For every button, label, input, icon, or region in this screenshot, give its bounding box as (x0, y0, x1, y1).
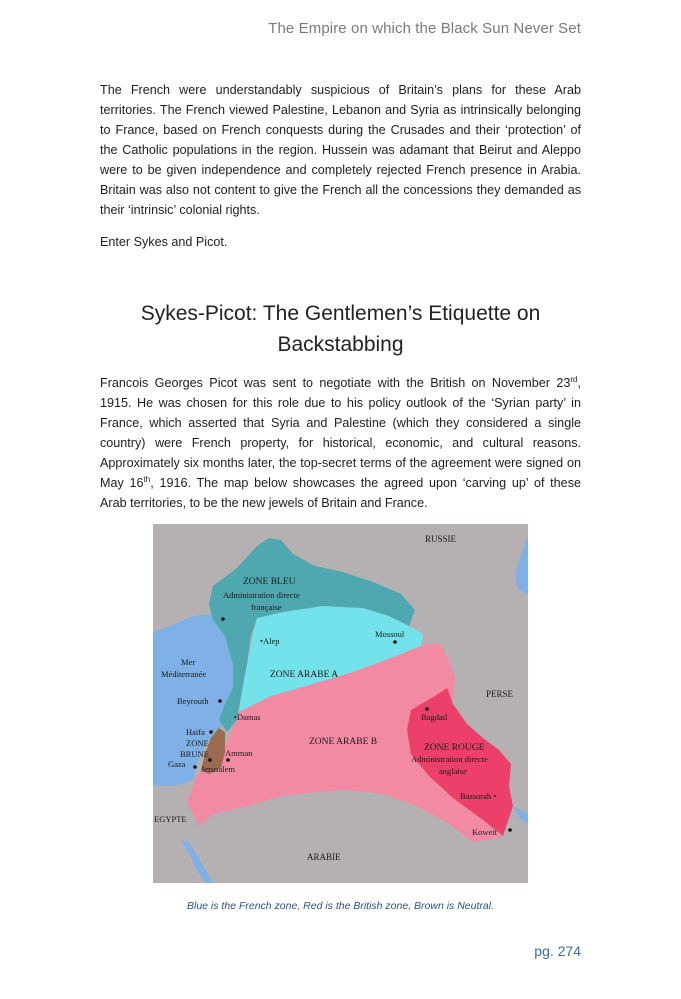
label-zone-bleu: ZONE BLEU (243, 577, 296, 587)
city-dot-zone-bleu (221, 617, 225, 621)
label-beyrouth: Beyrouth (177, 696, 209, 706)
label-damas: •Damas (234, 712, 261, 722)
section-title (100, 298, 581, 360)
label-mossoul: Mossoul (375, 629, 405, 639)
label-russie: RUSSIE (425, 534, 457, 544)
label-haifa: Haifa (186, 727, 205, 737)
label-bagdad: Bagdad (421, 712, 447, 722)
sykes-picot-map (153, 524, 528, 883)
section-title-line2: Backstabbing (277, 333, 404, 356)
label-jerusalem: Jerusalem (201, 764, 235, 774)
label-arabie: ARABIE (307, 852, 341, 862)
label-mer: Mer (181, 657, 196, 667)
paragraph-part-b: , 1915. He was chosen for this role due to his policy outlook of the ‘Syrian party’ in France, which asserted that Syria and Palestine (which they considered a single country) were French property, for historical, economic, and cultural reasons. Approximately six months later, the top-secret terms of the agreement were signed on May 16 (100, 376, 581, 490)
city-dot-mossoul (393, 640, 397, 644)
city-dot-gaza (193, 765, 197, 769)
map-caption: Blue is the French zone, Red is the British zone, Brown is Neutral. (187, 900, 494, 912)
label-zone-rouge-sub2: anglaise (439, 766, 467, 776)
label-gaza: Gaza (168, 759, 186, 769)
label-zone-bleu-sub1: Administration directe (223, 590, 300, 600)
paragraph-part-a: Francois Georges Picot was sent to negotiate with the British on November 23 (100, 376, 571, 390)
city-dot-bagdad (425, 707, 429, 711)
label-zone-brune-2: BRUNE (180, 749, 209, 759)
paragraph-french-suspicion: The French were understandably suspicious of Britain’s plans for these Arab territories. The French viewed Palestine, Lebanon and Syria as intrinsically belonging to France, based on French conquests during the Crusades and their ‘protection’ of the Catholic populations in the region. Hussein was adamant that Beirut and Aleppo were to be given independence and completely rejected French presence in Arabia. Britain was also not content to give the French all the concessions they demanded as their ‘intrinsic’ colonial rights. (100, 83, 581, 217)
label-zone-brune-1: ZONE (186, 738, 209, 748)
label-mediterranee: Méditerranée (161, 669, 207, 679)
label-zone-bleu-sub2: française (251, 602, 282, 612)
label-bassorah: Bassorah • (460, 791, 497, 801)
ordinal-th: th (143, 474, 151, 484)
city-dot-beyrouth (218, 699, 222, 703)
section-title-line1: Sykes-Picot: The Gentlemen’s Etiquette on (140, 302, 541, 325)
label-zone-arabe-a: ZONE ARABE A (270, 670, 339, 680)
label-zone-arabe-b: ZONE ARABE B (309, 737, 378, 747)
city-dot-amman (226, 758, 230, 762)
label-zone-rouge-sub1: Administration directe (411, 754, 488, 764)
label-perse: PERSE (486, 689, 514, 699)
label-koweit: Koweit (472, 827, 498, 837)
paragraph-part-c: , 1916. The map below showcases the agreed upon ‘carving up’ of these Arab territories, to be the new jewels of Britain and France. (100, 476, 581, 510)
paragraph-picot-negotiation (100, 373, 581, 513)
label-egypte: EGYPTE (154, 814, 187, 824)
paragraph-enter-sykes-picot: Enter Sykes and Picot. (100, 235, 228, 249)
ordinal-rd: rd (570, 374, 578, 384)
city-dot-koweit (508, 828, 512, 832)
city-dot-haifa (209, 730, 213, 734)
label-zone-rouge: ZONE ROUGE (424, 743, 485, 753)
running-header: The Empire on which the Black Sun Never Set (268, 20, 581, 37)
label-amman: Amman (225, 748, 253, 758)
page-number: pg. 274 (534, 943, 581, 959)
label-alep: •Alep (260, 636, 280, 646)
